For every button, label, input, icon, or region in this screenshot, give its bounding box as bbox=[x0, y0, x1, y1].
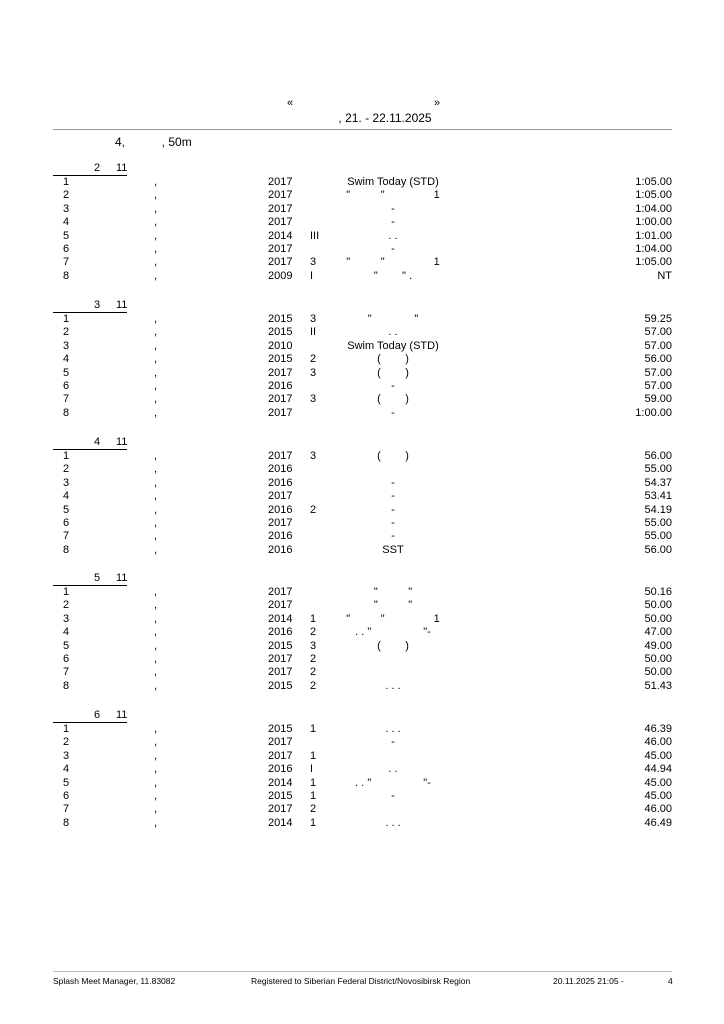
table-row bbox=[53, 586, 672, 599]
club-name: - bbox=[391, 490, 395, 503]
heat-header bbox=[53, 573, 672, 586]
sport-rank: 1 bbox=[310, 776, 317, 789]
swimmer-name: , bbox=[153, 490, 157, 503]
lane-number: 2 bbox=[63, 326, 70, 339]
swimmer-name: , bbox=[153, 516, 157, 529]
header-divider bbox=[53, 129, 672, 130]
entry-time: 1:00.00 bbox=[635, 216, 672, 229]
lane-number: 8 bbox=[63, 269, 70, 282]
sport-rank: 3 bbox=[310, 366, 317, 379]
club-name: - bbox=[391, 736, 395, 749]
sport-rank: 2 bbox=[310, 626, 317, 639]
swimmer-name: , bbox=[153, 313, 157, 325]
birth-year: 2017 bbox=[268, 176, 293, 188]
entry-time: 50.00 bbox=[644, 599, 672, 612]
lane-number: 1 bbox=[63, 313, 70, 325]
table-row bbox=[53, 477, 672, 490]
table-row bbox=[53, 599, 672, 612]
heat-number: 6 bbox=[94, 709, 101, 721]
heat-count: 11 bbox=[116, 572, 128, 584]
club-name: ( ) bbox=[377, 639, 409, 652]
lane-number: 5 bbox=[63, 366, 70, 379]
swimmer-name: , bbox=[153, 736, 157, 749]
entry-time: 50.00 bbox=[644, 652, 672, 665]
lane-number: 8 bbox=[63, 406, 70, 419]
birth-year: 2016 bbox=[268, 379, 293, 392]
club-name: . . . bbox=[385, 816, 401, 829]
sport-rank: 2 bbox=[310, 652, 317, 665]
table-row bbox=[53, 243, 672, 256]
birth-year: 2017 bbox=[268, 516, 293, 529]
entry-time: 55.00 bbox=[644, 516, 672, 529]
birth-year: 2016 bbox=[268, 530, 293, 543]
lane-number: 7 bbox=[63, 393, 70, 406]
lane-number: 4 bbox=[63, 626, 70, 639]
lane-number: 8 bbox=[63, 816, 70, 829]
swimmer-name: , bbox=[153, 626, 157, 639]
table-row bbox=[53, 653, 672, 666]
sport-rank: 3 bbox=[310, 639, 317, 652]
lane-number: 4 bbox=[63, 216, 70, 229]
birth-year: 2017 bbox=[268, 652, 293, 665]
table-row bbox=[53, 230, 672, 243]
swimmer-name: , bbox=[153, 189, 157, 202]
lane-number: 2 bbox=[63, 599, 70, 612]
table-row bbox=[53, 203, 672, 216]
heat-count: 11 bbox=[116, 436, 128, 448]
entry-time: 57.00 bbox=[644, 326, 672, 339]
club-name: ( ) bbox=[377, 353, 409, 366]
sport-rank: 3 bbox=[310, 313, 317, 325]
entry-time: 57.00 bbox=[644, 366, 672, 379]
birth-year: 2017 bbox=[268, 366, 293, 379]
entry-time: 54.37 bbox=[644, 476, 672, 489]
table-row bbox=[53, 270, 672, 283]
footer-software: Splash Meet Manager, 11.83082 bbox=[53, 976, 176, 986]
lane-number: 6 bbox=[63, 379, 70, 392]
table-row bbox=[53, 680, 672, 693]
swimmer-name: , bbox=[153, 476, 157, 489]
club-name: ( ) bbox=[377, 393, 409, 406]
table-row bbox=[53, 504, 672, 517]
birth-year: 2015 bbox=[268, 679, 293, 692]
swimmer-name: , bbox=[153, 202, 157, 215]
birth-year: 2017 bbox=[268, 599, 293, 612]
entry-time: 46.39 bbox=[644, 723, 672, 735]
birth-year: 2017 bbox=[268, 393, 293, 406]
entry-time: 45.00 bbox=[644, 749, 672, 762]
sport-rank: 2 bbox=[310, 803, 317, 816]
club-name: - bbox=[391, 379, 395, 392]
sport-rank: 2 bbox=[310, 679, 317, 692]
lane-number: 1 bbox=[63, 723, 70, 735]
sport-rank: I bbox=[310, 763, 314, 776]
club-name: SST bbox=[382, 543, 404, 556]
table-row bbox=[53, 666, 672, 679]
sport-rank: 2 bbox=[310, 666, 317, 679]
heat-number: 4 bbox=[94, 436, 101, 448]
club-name: - bbox=[391, 516, 395, 529]
sport-rank: 1 bbox=[310, 612, 317, 625]
lane-number: 3 bbox=[63, 476, 70, 489]
heat-block bbox=[53, 163, 672, 283]
table-row bbox=[53, 407, 672, 420]
birth-year: 2015 bbox=[268, 313, 293, 325]
swimmer-name: , bbox=[153, 326, 157, 339]
birth-year: 2016 bbox=[268, 463, 293, 476]
club-name: . . . bbox=[385, 723, 401, 735]
table-row bbox=[53, 256, 672, 269]
lane-number: 4 bbox=[63, 763, 70, 776]
table-row bbox=[53, 736, 672, 749]
table-row bbox=[53, 326, 672, 339]
swimmer-name: , bbox=[153, 763, 157, 776]
heat-header bbox=[53, 163, 672, 176]
swimmer-name: , bbox=[153, 406, 157, 419]
table-row bbox=[53, 176, 672, 189]
club-name: - bbox=[391, 216, 395, 229]
birth-year: 2017 bbox=[268, 666, 293, 679]
swimmer-name: , bbox=[153, 599, 157, 612]
swimmer-name: , bbox=[153, 450, 157, 462]
entry-time: 49.00 bbox=[644, 639, 672, 652]
club-name: Swim Today (STD) bbox=[347, 176, 439, 188]
entry-time: 45.00 bbox=[644, 776, 672, 789]
sport-rank: III bbox=[310, 229, 320, 242]
lane-number: 2 bbox=[63, 189, 70, 202]
lane-number: 1 bbox=[63, 176, 70, 188]
birth-year: 2016 bbox=[268, 476, 293, 489]
entry-time: 1:04.00 bbox=[635, 202, 672, 215]
swimmer-name: , bbox=[153, 176, 157, 188]
sport-rank: 3 bbox=[310, 256, 317, 269]
heat-header bbox=[53, 437, 672, 450]
swimmer-name: , bbox=[153, 216, 157, 229]
lane-number: 7 bbox=[63, 803, 70, 816]
birth-year: 2015 bbox=[268, 789, 293, 802]
lane-number: 5 bbox=[63, 229, 70, 242]
swimmer-name: , bbox=[153, 749, 157, 762]
entry-time: 1:05.00 bbox=[635, 256, 672, 269]
lane-number: 7 bbox=[63, 530, 70, 543]
place-dates: , 21. - 22.11.2025 bbox=[338, 111, 432, 125]
table-row bbox=[53, 530, 672, 543]
lane-number: 3 bbox=[63, 339, 70, 352]
table-row bbox=[53, 790, 672, 803]
event-title: 4, , 50m bbox=[115, 135, 192, 149]
club-name: - bbox=[391, 406, 395, 419]
swimmer-name: , bbox=[153, 353, 157, 366]
swimmer-name: , bbox=[153, 256, 157, 269]
heat-block bbox=[53, 573, 672, 693]
birth-year: 2016 bbox=[268, 626, 293, 639]
swimmer-name: , bbox=[153, 586, 157, 598]
lane-number: 8 bbox=[63, 679, 70, 692]
entry-time: 50.16 bbox=[644, 586, 672, 598]
entry-time: 47.00 bbox=[644, 626, 672, 639]
club-name: . . " "- bbox=[355, 776, 431, 789]
swimmer-name: , bbox=[153, 379, 157, 392]
footer-registered: Registered to Siberian Federal District/Novosibirsk Region bbox=[251, 976, 471, 986]
lane-number: 6 bbox=[63, 242, 70, 255]
club-name: " " bbox=[367, 313, 419, 325]
club-name: ( ) bbox=[377, 366, 409, 379]
swimmer-name: , bbox=[153, 776, 157, 789]
heat-count: 11 bbox=[116, 162, 128, 174]
entry-time: 1:00.00 bbox=[635, 406, 672, 419]
swimmer-name: , bbox=[153, 666, 157, 679]
swimmer-name: , bbox=[153, 639, 157, 652]
swimmer-name: , bbox=[153, 503, 157, 516]
entry-time: 56.00 bbox=[644, 543, 672, 556]
footer-timestamp: 20.11.2025 21:05 - bbox=[553, 976, 624, 986]
birth-year: 2009 bbox=[268, 269, 293, 282]
entry-time: 46.00 bbox=[644, 736, 672, 749]
swimmer-name: , bbox=[153, 366, 157, 379]
entry-time: 59.25 bbox=[644, 313, 672, 325]
sport-rank: 3 bbox=[310, 393, 317, 406]
birth-year: 2014 bbox=[268, 776, 293, 789]
club-name: - bbox=[391, 242, 395, 255]
lane-number: 2 bbox=[63, 736, 70, 749]
heat-count: 11 bbox=[116, 299, 128, 311]
birth-year: 2016 bbox=[268, 543, 293, 556]
heat-header bbox=[53, 710, 672, 723]
club-name: " " bbox=[373, 599, 413, 612]
entry-time: 50.00 bbox=[644, 666, 672, 679]
sport-rank: II bbox=[310, 326, 317, 339]
birth-year: 2017 bbox=[268, 490, 293, 503]
table-row bbox=[53, 803, 672, 816]
lane-number: 7 bbox=[63, 256, 70, 269]
birth-year: 2017 bbox=[268, 803, 293, 816]
lane-number: 1 bbox=[63, 586, 70, 598]
birth-year: 2010 bbox=[268, 339, 293, 352]
heat-block bbox=[53, 300, 672, 420]
swimmer-name: , bbox=[153, 229, 157, 242]
entry-time: 54.19 bbox=[644, 503, 672, 516]
heat-number: 3 bbox=[94, 299, 101, 311]
sport-rank: 2 bbox=[310, 353, 317, 366]
heat-number: 2 bbox=[94, 162, 101, 174]
club-name: - bbox=[391, 503, 395, 516]
club-name: . . " "- bbox=[355, 626, 431, 639]
entry-time: 44.94 bbox=[644, 763, 672, 776]
lane-number: 8 bbox=[63, 543, 70, 556]
entry-time: 1:04.00 bbox=[635, 242, 672, 255]
table-row bbox=[53, 750, 672, 763]
lane-number: 7 bbox=[63, 666, 70, 679]
lane-number: 4 bbox=[63, 490, 70, 503]
entry-time: 56.00 bbox=[644, 353, 672, 366]
lane-number: 4 bbox=[63, 353, 70, 366]
table-row bbox=[53, 353, 672, 366]
swimmer-name: , bbox=[153, 679, 157, 692]
lane-number: 5 bbox=[63, 639, 70, 652]
entry-time: 55.00 bbox=[644, 530, 672, 543]
entry-time: 1:05.00 bbox=[635, 176, 672, 188]
birth-year: 2016 bbox=[268, 503, 293, 516]
entry-time: 55.00 bbox=[644, 463, 672, 476]
swimmer-name: , bbox=[153, 393, 157, 406]
birth-year: 2014 bbox=[268, 612, 293, 625]
table-row bbox=[53, 626, 672, 639]
quote-close: » bbox=[434, 97, 441, 109]
birth-year: 2017 bbox=[268, 586, 293, 598]
table-row bbox=[53, 380, 672, 393]
lane-number: 6 bbox=[63, 516, 70, 529]
swimmer-name: , bbox=[153, 789, 157, 802]
birth-year: 2015 bbox=[268, 353, 293, 366]
birth-year: 2017 bbox=[268, 736, 293, 749]
table-row bbox=[53, 367, 672, 380]
birth-year: 2015 bbox=[268, 326, 293, 339]
lane-number: 5 bbox=[63, 776, 70, 789]
swimmer-name: , bbox=[153, 530, 157, 543]
swimmer-name: , bbox=[153, 242, 157, 255]
table-row bbox=[53, 393, 672, 406]
table-row bbox=[53, 463, 672, 476]
club-name: - bbox=[391, 530, 395, 543]
birth-year: 2017 bbox=[268, 256, 293, 269]
birth-year: 2017 bbox=[268, 189, 293, 202]
club-name: - bbox=[391, 476, 395, 489]
table-row bbox=[53, 817, 672, 830]
birth-year: 2017 bbox=[268, 242, 293, 255]
lane-number: 3 bbox=[63, 202, 70, 215]
club-name: . . . bbox=[385, 679, 401, 692]
lane-number: 3 bbox=[63, 749, 70, 762]
entry-time: 59.00 bbox=[644, 393, 672, 406]
table-row bbox=[53, 189, 672, 202]
club-name: Swim Today (STD) bbox=[347, 339, 439, 352]
club-name: " " 1 bbox=[346, 256, 440, 269]
table-row bbox=[53, 613, 672, 626]
entry-time: 57.00 bbox=[644, 339, 672, 352]
table-row bbox=[53, 313, 672, 326]
birth-year: 2015 bbox=[268, 639, 293, 652]
birth-year: 2015 bbox=[268, 723, 293, 735]
table-row bbox=[53, 216, 672, 229]
table-row bbox=[53, 763, 672, 776]
swimmer-name: , bbox=[153, 723, 157, 735]
club-name: . . bbox=[388, 326, 398, 339]
club-name: ( ) bbox=[377, 450, 409, 462]
swimmer-name: , bbox=[153, 339, 157, 352]
table-row bbox=[53, 340, 672, 353]
club-name: - bbox=[391, 202, 395, 215]
club-name: . . bbox=[388, 229, 398, 242]
table-row bbox=[53, 517, 672, 530]
heat-block bbox=[53, 437, 672, 557]
birth-year: 2017 bbox=[268, 450, 293, 462]
sport-rank: 1 bbox=[310, 723, 317, 735]
swimmer-name: , bbox=[153, 803, 157, 816]
footer-page-number: 4 bbox=[668, 976, 673, 986]
sport-rank: 1 bbox=[310, 749, 317, 762]
club-name: " " bbox=[373, 586, 413, 598]
heat-number: 5 bbox=[94, 572, 101, 584]
lane-number: 3 bbox=[63, 612, 70, 625]
sport-rank: 1 bbox=[310, 789, 317, 802]
club-name: - bbox=[391, 789, 395, 802]
swimmer-name: , bbox=[153, 816, 157, 829]
entry-time: 51.43 bbox=[644, 679, 672, 692]
sport-rank: I bbox=[310, 269, 314, 282]
table-row bbox=[53, 723, 672, 736]
table-row bbox=[53, 640, 672, 653]
lane-number: 2 bbox=[63, 463, 70, 476]
lane-number: 5 bbox=[63, 503, 70, 516]
birth-year: 2014 bbox=[268, 816, 293, 829]
entry-time: 46.00 bbox=[644, 803, 672, 816]
heat-count: 11 bbox=[116, 709, 128, 721]
entry-time: 46.49 bbox=[644, 816, 672, 829]
swimmer-name: , bbox=[153, 612, 157, 625]
club-name: . . bbox=[388, 763, 398, 776]
entry-time: NT bbox=[657, 269, 672, 282]
footer-divider bbox=[53, 971, 672, 972]
lane-number: 6 bbox=[63, 652, 70, 665]
swimmer-name: , bbox=[153, 652, 157, 665]
club-name: " " . bbox=[373, 269, 413, 282]
entry-time: 45.00 bbox=[644, 789, 672, 802]
birth-year: 2017 bbox=[268, 749, 293, 762]
quote-open: « bbox=[287, 97, 294, 109]
table-row bbox=[53, 490, 672, 503]
swimmer-name: , bbox=[153, 269, 157, 282]
heat-header bbox=[53, 300, 672, 313]
birth-year: 2017 bbox=[268, 216, 293, 229]
club-name: " " 1 bbox=[346, 189, 440, 202]
table-row bbox=[53, 777, 672, 790]
entry-time: 1:05.00 bbox=[635, 189, 672, 202]
club-name: " " 1 bbox=[346, 612, 440, 625]
birth-year: 2014 bbox=[268, 229, 293, 242]
lane-number: 6 bbox=[63, 789, 70, 802]
sport-rank: 3 bbox=[310, 450, 317, 462]
entry-time: 1:01.00 bbox=[635, 229, 672, 242]
entry-time: 57.00 bbox=[644, 379, 672, 392]
table-row bbox=[53, 450, 672, 463]
swimmer-name: , bbox=[153, 543, 157, 556]
table-row bbox=[53, 544, 672, 557]
birth-year: 2016 bbox=[268, 763, 293, 776]
birth-year: 2017 bbox=[268, 406, 293, 419]
entry-time: 50.00 bbox=[644, 612, 672, 625]
sport-rank: 2 bbox=[310, 503, 317, 516]
heat-block bbox=[53, 710, 672, 830]
sport-rank: 1 bbox=[310, 816, 317, 829]
swimmer-name: , bbox=[153, 463, 157, 476]
entry-time: 53.41 bbox=[644, 490, 672, 503]
birth-year: 2017 bbox=[268, 202, 293, 215]
entry-time: 56.00 bbox=[644, 450, 672, 462]
lane-number: 1 bbox=[63, 450, 70, 462]
